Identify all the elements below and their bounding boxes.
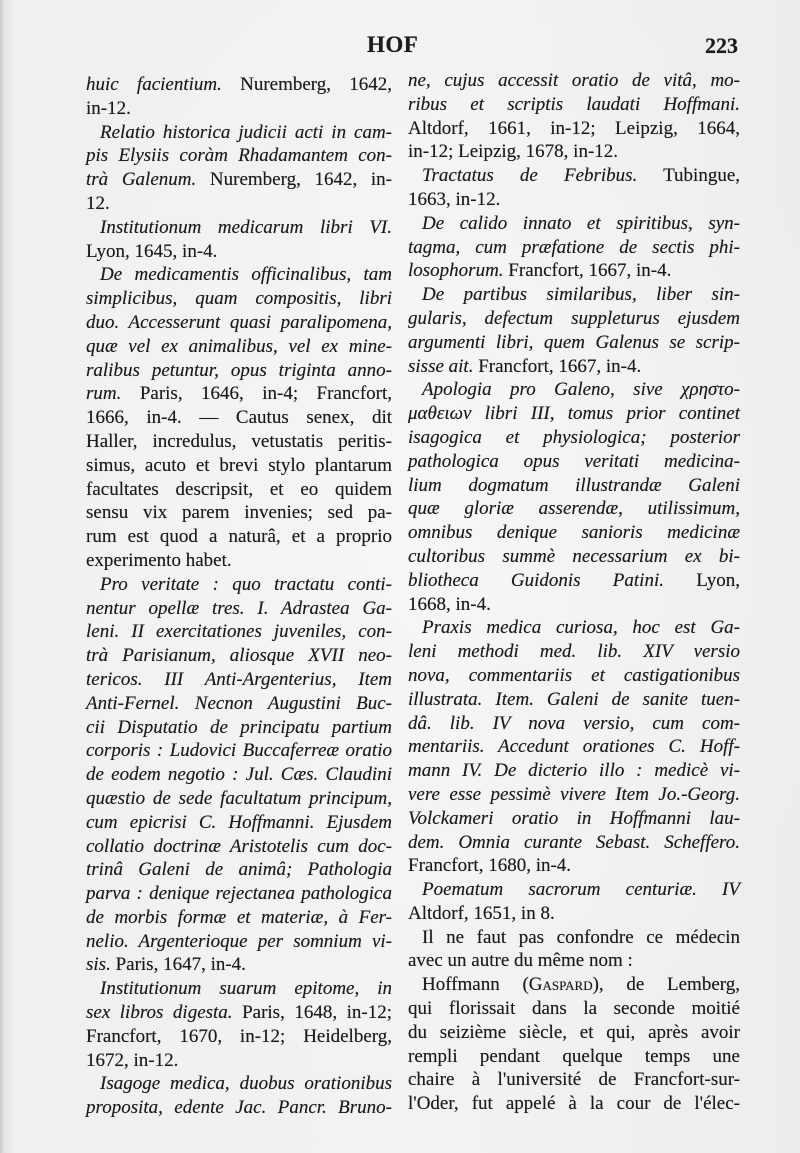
text-line (86, 763, 392, 787)
text-line (86, 644, 392, 668)
roman-text: facultates descripsit, et eo quidem (86, 478, 392, 500)
text-line (86, 501, 392, 525)
text-line (86, 1049, 392, 1073)
paragraph (408, 164, 740, 212)
italic-text: de morbis formæ et materiæ, à Fer- (86, 906, 392, 928)
text-line (86, 311, 392, 335)
text-line (408, 783, 740, 807)
roman-text: Paris, 1648, in-12; (232, 1002, 392, 1024)
italic-text: trà Galenum. (86, 169, 197, 191)
text-line (408, 1021, 740, 1045)
paragraph (408, 878, 740, 926)
roman-text: Paris, 1646, in-4; Francfort, (121, 383, 392, 405)
text-line (86, 549, 392, 573)
text-line (408, 212, 740, 236)
text-line (86, 573, 392, 597)
roman-text: Paris, 1647, in-4. (110, 954, 246, 976)
text-line (408, 545, 740, 569)
text-line (86, 882, 392, 906)
text-line (86, 192, 392, 216)
italic-text: vere esse pessimè vivere Item Jo.-Georg. (408, 783, 740, 805)
roman-text: rempli pendant quelque temps une (408, 1045, 740, 1067)
italic-text: cultoribus summè necessarium ex bi- (408, 545, 740, 567)
text-line (408, 688, 740, 712)
italic-text: quæstio de sede facultatum principum, (86, 787, 392, 809)
left-column (86, 73, 392, 1120)
text-line (408, 140, 740, 164)
text-line (86, 382, 392, 406)
right-column (408, 69, 740, 1116)
text-line (408, 426, 740, 450)
italic-text: tagma, cum præfatione de sectis phi- (408, 236, 740, 258)
italic-text: Tractatus de Febribus. (422, 165, 638, 187)
roman-text: qui florissait dans la seconde moitié (408, 998, 740, 1020)
text-line (86, 716, 392, 740)
roman-text: Francfort, 1667, in-4. (473, 355, 642, 377)
italic-text: μαθειων libri III, tomus prior continet (408, 403, 740, 425)
text-line (408, 117, 740, 141)
text-line (408, 807, 740, 831)
text-line (86, 858, 392, 882)
paragraph (86, 121, 392, 216)
roman-text: Hoffmann ( (422, 974, 529, 996)
italic-text: argumenti libri, quem Galenus se scrip- (408, 331, 740, 353)
text-line (408, 1092, 740, 1116)
text-line (408, 759, 740, 783)
text-line (86, 359, 392, 383)
paragraph (86, 573, 392, 978)
roman-text: Nuremberg, 1642, in- (196, 169, 392, 191)
italic-text: cii Disputatio de principatu partium (86, 716, 392, 738)
text-line (86, 287, 392, 311)
paragraph (408, 926, 740, 974)
text-line (86, 1025, 392, 1049)
italic-text: Relatio historica judicii acti in cam- (100, 121, 392, 143)
text-line (86, 620, 392, 644)
roman-text: experimento habet. (86, 549, 232, 571)
text-line (408, 997, 740, 1021)
running-head-title: HOF (367, 32, 419, 57)
italic-text: de eodem negotio : Jul. Cæs. Claudini (86, 764, 392, 786)
paragraph (86, 73, 392, 121)
text-line (86, 335, 392, 359)
page-number: 223 (705, 33, 738, 58)
roman-text: simus, acuto et brevi stylo plantarum (86, 454, 392, 476)
text-line (408, 712, 740, 736)
text-line (86, 240, 392, 264)
italic-text: Institutionum suarum epitome, in (100, 978, 392, 1000)
text-line (86, 597, 392, 621)
text-line (86, 977, 392, 1001)
text-line (86, 406, 392, 430)
paragraph (86, 977, 392, 1072)
text-line (408, 569, 740, 593)
italic-text: Isagoge medica, duobus orationibus (100, 1073, 392, 1095)
text-line (408, 69, 740, 93)
italic-text: rum. (86, 383, 122, 405)
text-line (86, 835, 392, 859)
italic-text: leni. II exercitationes juveniles, con- (86, 621, 392, 643)
paragraph (408, 378, 740, 616)
roman-text: rum est quod a naturâ, et a proprio (86, 526, 392, 548)
text-line (408, 474, 740, 498)
text-line (86, 787, 392, 811)
roman-text: l'Oder, fut appelé à la cour de l'élec- (408, 1093, 740, 1115)
text-line (86, 121, 392, 145)
text-line (86, 692, 392, 716)
text-line (408, 735, 740, 759)
italic-text: bliotheca Guidonis Patini. (408, 569, 664, 591)
roman-text: Altdorf, 1661, in-12; Leipzig, 1664, (408, 117, 740, 139)
italic-text: dem. Omnia curante Sebast. Scheffero. (408, 831, 740, 853)
italic-text: proposita, edente Jac. Pancr. Bruno- (86, 1097, 392, 1119)
italic-text: simplicibus, quam compositis, libri (86, 288, 392, 310)
italic-text: De partibus similaribus, liber sin- (422, 284, 740, 306)
roman-text: ), de Lemberg, (592, 974, 741, 996)
italic-text: quæ gloriæ asserendæ, utilissimum, (408, 498, 740, 520)
italic-text: corporis : Ludovici Buccaferreæ oratio (86, 740, 392, 762)
text-line (86, 168, 392, 192)
smallcaps-text: Gaspard (528, 974, 593, 996)
text-line (408, 259, 740, 283)
roman-text: in-12; Leipzig, 1678, in-12. (408, 141, 619, 163)
text-line (408, 878, 740, 902)
roman-text: Altdorf, 1651, in 8. (408, 902, 555, 924)
text-line (408, 402, 740, 426)
text-line (408, 378, 740, 402)
italic-text: De medicamentis officinalibus, tam (100, 264, 392, 286)
text-line (86, 430, 392, 454)
text-line (408, 1068, 740, 1092)
text-line (408, 854, 740, 878)
roman-text: 12. (86, 192, 110, 214)
text-line (408, 593, 740, 617)
italic-text: cum epicrisi C. Hoffmanni. Ejusdem (86, 811, 392, 833)
italic-text: pis Elysiis coràm Rhadamantem con- (86, 145, 392, 167)
italic-text: losophorum. (408, 260, 504, 282)
text-line (408, 497, 740, 521)
roman-text: Francfort, 1670, in-12; Heidelberg, (86, 1025, 392, 1047)
text-line (86, 525, 392, 549)
italic-text: sis. (86, 954, 111, 976)
italic-text: mann IV. De dicterio illo : medicè vi- (408, 760, 740, 782)
roman-text: Haller, incredulus, vetustatis peritis- (86, 430, 392, 452)
italic-text: dâ. lib. IV nova versio, cum com- (408, 712, 740, 734)
italic-text: parva : denique rejectanea pathologica (86, 883, 392, 905)
italic-text: Apologia pro Galeno, sive χρηστο- (422, 379, 740, 401)
text-line (86, 811, 392, 835)
text-line (86, 1096, 392, 1120)
italic-text: trà Parisianum, aliosque XVII neo- (86, 645, 392, 667)
text-line (86, 144, 392, 168)
roman-text: 1672, in-12. (86, 1049, 179, 1071)
paragraph (86, 216, 392, 264)
italic-text: nelio. Argenterioque per somnium vi- (86, 930, 392, 952)
text-line (86, 454, 392, 478)
italic-text: ralibus petuntur, opus triginta anno- (86, 359, 392, 381)
italic-text: Poematum sacrorum centuriæ. IV (422, 879, 740, 901)
text-line (408, 973, 740, 997)
italic-text: huic facientium. (86, 74, 222, 95)
italic-text: collatio doctrinæ Aristotelis cum doc- (86, 835, 392, 857)
roman-text: 1666, in-4. — Cautus senex, dit (86, 407, 392, 429)
paragraph (86, 263, 392, 572)
italic-text: pathologica opus veritati medicina- (408, 450, 740, 472)
italic-text: De calido innato et spiritibus, syn- (422, 212, 740, 234)
running-head (0, 0, 800, 64)
text-line (408, 640, 740, 664)
paragraph (408, 283, 740, 378)
text-line (408, 283, 740, 307)
roman-text: in-12. (86, 97, 131, 119)
text-line (408, 331, 740, 355)
italic-text: trinâ Galeni de animâ; Pathologia (86, 859, 392, 881)
italic-text: gularis, defectum suppleturus ejusdem (408, 307, 740, 329)
italic-text: Institutionum medicarum libri VI. (100, 216, 392, 238)
text-line (408, 664, 740, 688)
italic-text: Anti-Fernel. Necnon Augustini Buc- (86, 692, 392, 714)
text-line (408, 949, 740, 973)
roman-text: 1668, in-4. (408, 593, 491, 615)
text-line (86, 906, 392, 930)
roman-text: 1663, in-12. (408, 188, 501, 210)
italic-text: sex libros digesta. (86, 1002, 233, 1024)
paragraph (408, 616, 740, 878)
text-line (86, 739, 392, 763)
text-line (408, 1045, 740, 1069)
roman-text: Tubingue, (637, 165, 740, 187)
italic-text: sisse ait. (408, 355, 474, 377)
text-line (408, 236, 740, 260)
italic-text: duo. Accesserunt quasi paralipomena, (86, 311, 392, 333)
text-line (408, 164, 740, 188)
roman-text: du seizième siècle, et qui, après avoir (408, 1021, 740, 1043)
text-line (86, 953, 392, 977)
text-line (408, 831, 740, 855)
text-line (86, 216, 392, 240)
roman-text: avec un autre du même nom : (408, 950, 633, 972)
italic-text: Praxis medica curiosa, hoc est Ga- (422, 617, 740, 639)
italic-text: mentariis. Accedunt orationes C. Hoff- (408, 736, 740, 758)
italic-text: Volckameri oratio in Hoffmanni lau- (408, 807, 740, 829)
italic-text: nentur opellæ tres. I. Adrastea Ga- (86, 597, 392, 619)
text-line (86, 668, 392, 692)
text-line (86, 1072, 392, 1096)
text-line (86, 263, 392, 287)
roman-text: Nuremberg, 1642, (221, 74, 392, 95)
text-line (86, 97, 392, 121)
text-line (86, 478, 392, 502)
paragraph (408, 69, 740, 164)
roman-text: Francfort, 1680, in-4. (408, 855, 572, 877)
text-line (86, 73, 392, 97)
text-line (408, 307, 740, 331)
paragraph (408, 212, 740, 283)
paragraph (86, 1072, 392, 1120)
text-line (408, 188, 740, 212)
text-line (408, 926, 740, 950)
italic-text: leni methodi med. lib. XIV versio (408, 641, 740, 663)
text-line (86, 930, 392, 954)
roman-text: Francfort, 1667, in-4. (503, 260, 672, 282)
italic-text: nova, commentariis et castigationibus (408, 664, 740, 686)
text-line (408, 902, 740, 926)
roman-text: chaire à l'université de Francfort-sur- (408, 1069, 740, 1091)
italic-text: Pro veritate : quo tractatu conti- (100, 573, 392, 595)
text-line (408, 93, 740, 117)
italic-text: ne, cujus accessit oratio de vitâ, mo- (408, 70, 740, 91)
roman-text: sensu vix parem invenies; sed pa- (86, 502, 392, 524)
italic-text: tericos. III Anti-Argenterius, Item (86, 668, 392, 690)
italic-text: illustrata. Item. Galeni de sanite tuen- (408, 688, 740, 710)
italic-text: quæ vel ex animalibus, vel ex mine- (86, 335, 392, 357)
paragraph (408, 973, 740, 1116)
text-line (86, 1001, 392, 1025)
italic-text: lium dogmatum illustrandæ Galeni (408, 474, 740, 496)
italic-text: omnibus denique sanioris medicinæ (408, 522, 740, 544)
text-line (408, 355, 740, 379)
text-line (408, 521, 740, 545)
roman-text: Lyon, (663, 569, 740, 591)
italic-text: ribus et scriptis laudati Hoffmani. (408, 93, 740, 115)
italic-text: isagogica et physiologica; posterior (408, 426, 740, 448)
roman-text: Lyon, 1645, in-4. (86, 240, 218, 262)
text-line (408, 616, 740, 640)
text-line (408, 450, 740, 474)
roman-text: Il ne faut pas confondre ce médecin (422, 926, 740, 948)
